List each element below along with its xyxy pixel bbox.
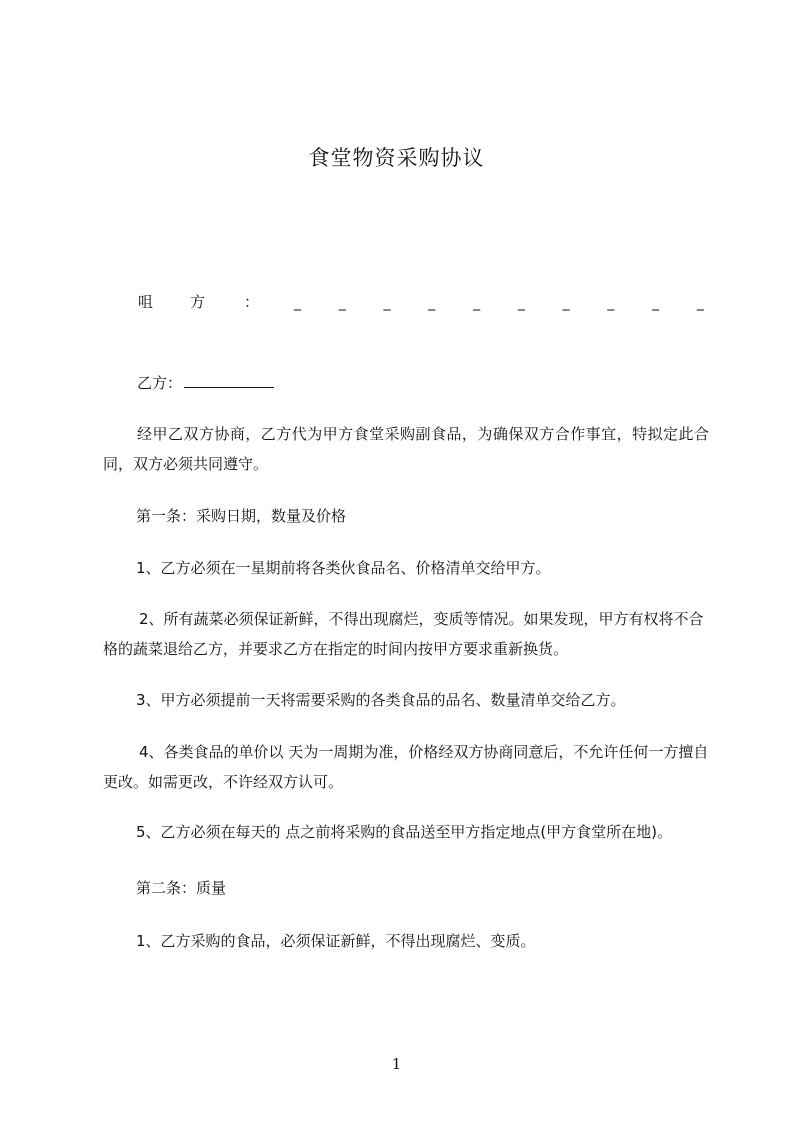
- blank-underscore: _: [473, 295, 481, 311]
- party-a-colon: ：: [244, 293, 260, 311]
- article-1-item: 1、乙方必须在一星期前将各类伙食品名、价格清单交给甲方。: [136, 559, 551, 577]
- blank-underscore: _: [607, 295, 615, 311]
- blank-underscore: _: [338, 295, 346, 311]
- blank-underscore: _: [652, 295, 660, 311]
- party-b-blank: [184, 373, 274, 388]
- intro-paragraph: 经甲乙双方协商，乙方代为甲方食堂采购副食品，为确保双方合作事宜，特拟定此合同，双方必须共同遵守。: [103, 425, 709, 473]
- article-1-item: 2、所有蔬菜必须保证新鲜，不得出现腐烂，变质等情况。如果发现，甲方有权将不合格的蔬菜退给乙方，并要求乙方在指定的时间内按甲方要求重新换货。: [103, 610, 704, 658]
- article-1-item: 5、乙方必须在每天的 点之前将采购的食品送至甲方指定地点(甲方食堂所在地)。: [136, 823, 673, 841]
- party-b-line: [137, 372, 274, 393]
- party-b-label: 乙方：: [137, 374, 183, 392]
- blank-underscore: _: [383, 295, 391, 311]
- document-title: 食堂物资采购协议: [308, 146, 485, 170]
- party-a-blank: [294, 295, 704, 311]
- party-a-label-part1: 咀: [138, 293, 154, 311]
- blank-underscore: _: [294, 295, 301, 311]
- blank-underscore: _: [696, 295, 704, 311]
- blank-underscore: _: [428, 295, 436, 311]
- article-2-heading: 第二条：质量: [136, 879, 227, 897]
- party-a-label-part2: 方: [190, 293, 206, 311]
- party-a-line: [138, 291, 708, 315]
- page-number: 1: [391, 1055, 402, 1073]
- blank-underscore: _: [517, 295, 525, 311]
- blank-underscore: _: [562, 295, 570, 311]
- article-1-item: 4、各类食品的单价以 天为一周期为准，价格经双方协商同意后，不允许任何一方擅自更改。如需更改，不许经双方认可。: [103, 743, 709, 791]
- article-1-heading: 第一条：采购日期，数量及价格: [136, 507, 347, 525]
- article-1-item: 3、甲方必须提前一天将需要采购的各类食品的品名、数量清单交给乙方。: [136, 691, 626, 709]
- article-2-item: 1、乙方采购的食品，必须保证新鲜，不得出现腐烂、变质。: [136, 932, 536, 950]
